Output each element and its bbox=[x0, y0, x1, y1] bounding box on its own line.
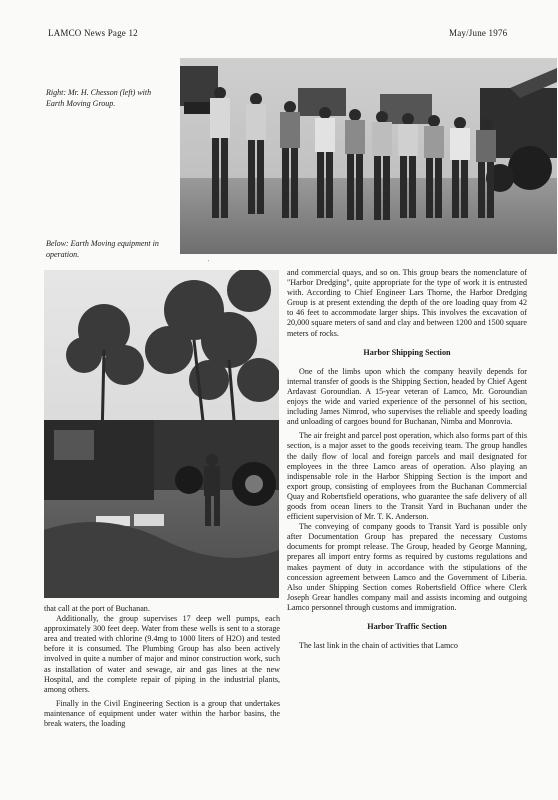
right-para-3: The air freight and parcel post operation, which also forms part of this section, is a major asset to the goods receiving team. The group handles the daily flow of local and foreign parcels and mail designated for employees in the three Lamco areas of operation. Also playing an indispensable role in the Harbor Shipping Section is the import and export group, consisting of employees from the Buchanan Commercial Quay and Robertsfield operations, who guarantee the safe delivery of all goods from ocean liners to the Transit Yard in Buchanan under the efficient supervision of Mr. T. K. Anderson. bbox=[287, 431, 527, 522]
caption-right-photo: Right: Mr. H. Chesson (left) with Earth Moving Group. bbox=[46, 88, 152, 108]
left-para-3: Finally in the Civil Engineering Section is a group that undertakes maintenance of equipment under water within the harbor basins, the break waters, the loading bbox=[44, 698, 280, 729]
right-para-1: and commercial quays, and so on. This group bears the nomenclature of "Harbor Dredging", quite appropriate for the type of work it is entrusted with. According to Chief Engineer Lars Thorne, the Harbor Dredging Group is at present extending the depth of the ore loading quay from 42 to 46 feet to accommodate larger ships. This involves the excavation of 20,000 square meters of sand and clay and between 1200 and 1500 square meters of rocks. bbox=[287, 268, 527, 338]
page-header-title: LAMCO News Page 12 bbox=[48, 28, 138, 38]
right-para-4: The conveying of company goods to Transit Yard is possible only after Documentation Group has prepared the necessary Customs documents for prompt release. The Group, headed by George Manning, prepares all import entry forms as required by customs regulations and makes payment of duty in accordance with the stipulations of the concession agreement between Lamco and the Government of Liberia. Also under Shipping Section comes Robertsfield Office where Clerk Joseph Grear handles company mail and assists incoming and outgoing Lamco personnel through customs and immigration. bbox=[287, 522, 527, 612]
left-column bbox=[44, 604, 280, 729]
caption-below-photo: Below: Earth Moving equipment in operation. bbox=[46, 239, 159, 259]
equipment-photo bbox=[44, 270, 279, 598]
section-heading-shipping: Harbor Shipping Section bbox=[363, 347, 451, 357]
section-heading-traffic: Harbor Traffic Section bbox=[367, 622, 447, 631]
page-header-date: May/June 1976 bbox=[449, 28, 508, 38]
group-photo bbox=[180, 58, 557, 254]
stray-mark: ' bbox=[208, 260, 210, 266]
left-para-2: Additionally, the group supervises 17 deep well pumps, each approximately 300 feet deep. Water from these wells is sent to a storage area and treated with chlorine (9.4mg to 1000 liters of H2O) and tested before it is consumed. The Plumbing Group has also been actively involved in quite a number of major and minor construction work, such as installation of water and sewage, air and gas lines at the new Hospital, and the complete repair of piping in the industrial plants, among others. bbox=[44, 614, 280, 694]
right-column bbox=[287, 268, 527, 651]
right-para-5: The last link in the chain of activities that Lamco bbox=[299, 641, 458, 651]
left-para-1: that call at the port of Buchanan. bbox=[44, 604, 150, 613]
right-para-2: One of the limbs upon which the company heavily depends for internal transfer of goods is the Shipping Section, headed by Chief Agent Ardavast Goroundian. A 15-year veteran of Lamco, Mr. Goroundian enjoys the wide and varied experience of the personnel of his section, including James Nimrod, who supervises the reliable and speedy loading and unloading of cargoes bound for Buchanan, Nimba and Monrovia. bbox=[287, 366, 527, 427]
